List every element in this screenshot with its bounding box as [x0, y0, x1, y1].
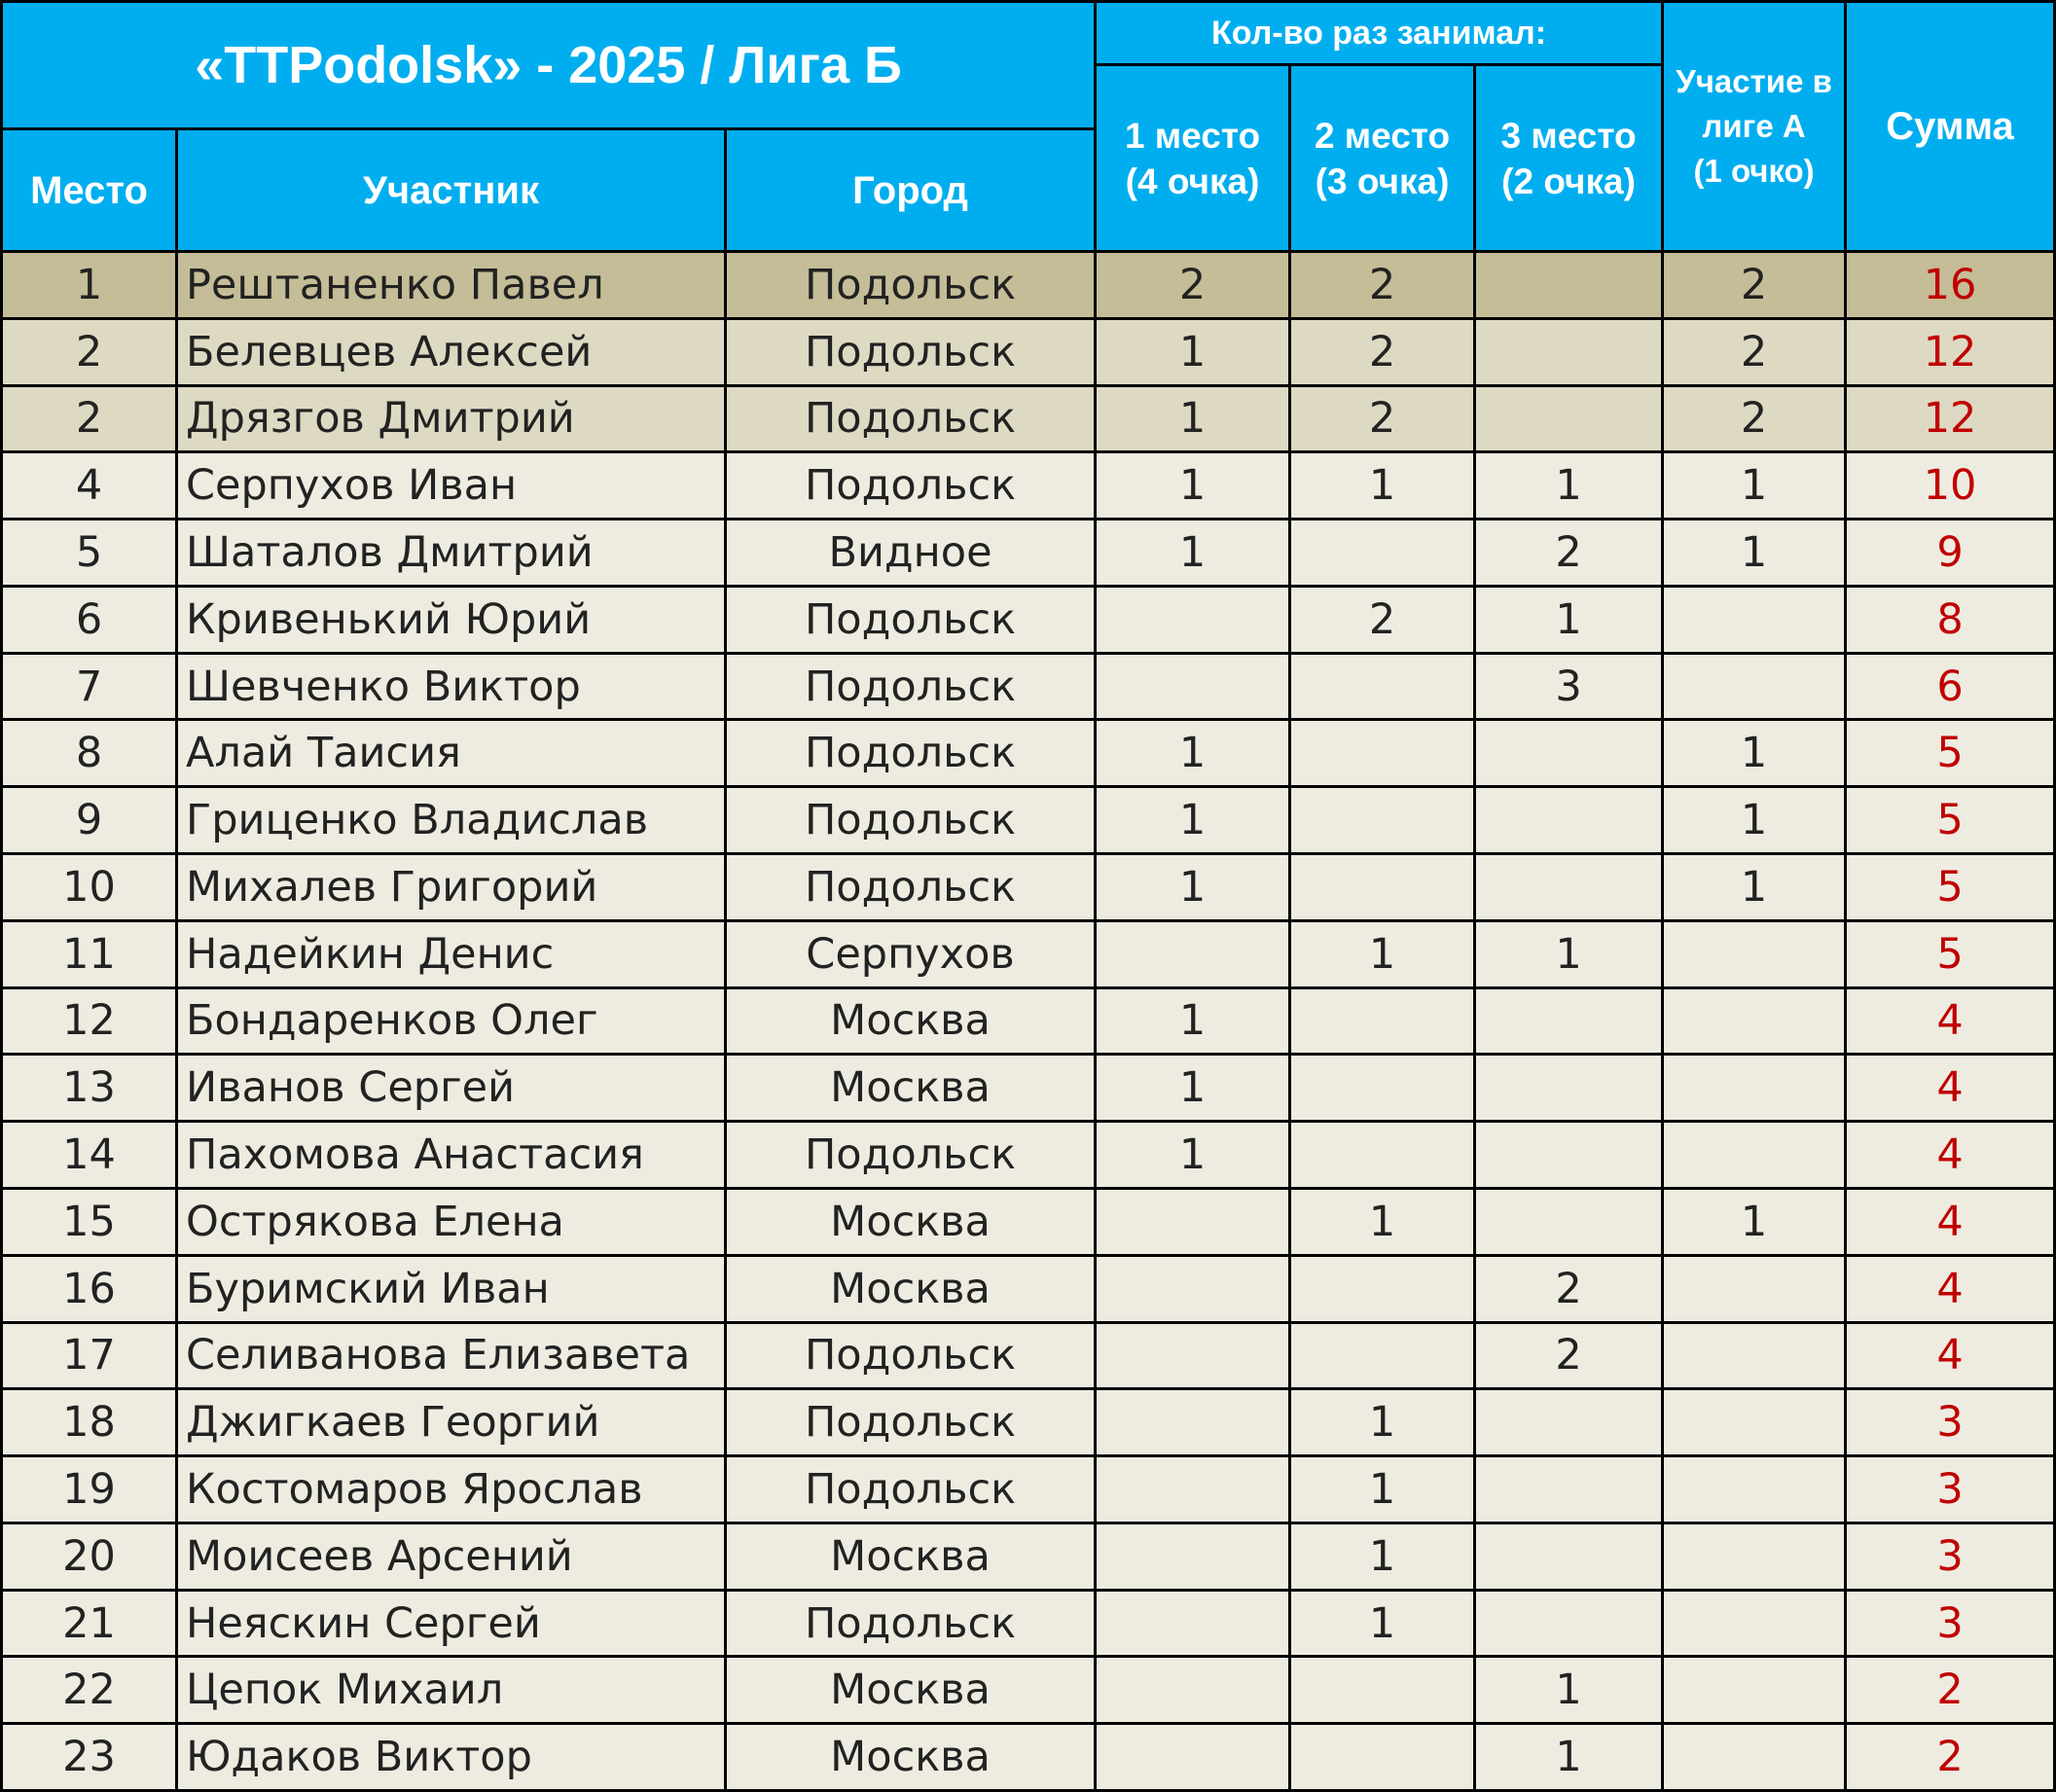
city-cell: Москва [726, 1657, 1096, 1724]
participant-name-cell: Михалев Григорий [177, 854, 726, 921]
third-place-header-line-2: (2 очка) [1501, 161, 1636, 201]
table-row [2, 1724, 2055, 1791]
third-place-count-cell: 3 [1475, 653, 1663, 720]
table-row [2, 1188, 2055, 1255]
city-cell: Подольск [726, 787, 1096, 854]
second-place-count-cell [1290, 854, 1475, 921]
city-cell: Подольск [726, 252, 1096, 319]
third-place-count-cell [1475, 1389, 1663, 1456]
total-points-cell: 12 [1846, 318, 2055, 385]
table-row [2, 1389, 2055, 1456]
second-place-header [1290, 65, 1475, 252]
league-a-count-cell [1663, 987, 1846, 1055]
third-place-count-cell: 1 [1475, 920, 1663, 987]
city-cell: Подольск [726, 1389, 1096, 1456]
first-place-count-cell: 1 [1096, 520, 1290, 587]
place-cell: 23 [2, 1724, 177, 1791]
table-row [2, 1322, 2055, 1389]
table-row [2, 385, 2055, 452]
first-place-count-cell: 1 [1096, 1122, 1290, 1189]
second-place-count-cell: 2 [1290, 385, 1475, 452]
first-place-count-cell [1096, 1724, 1290, 1791]
participant-name-cell: Алай Таисия [177, 720, 726, 787]
total-points-cell: 9 [1846, 520, 2055, 587]
third-place-count-cell: 1 [1475, 586, 1663, 653]
table-header [2, 2, 2055, 252]
total-points-cell: 10 [1846, 452, 2055, 520]
table-row [2, 1523, 2055, 1590]
third-place-header-line-1: 3 место [1500, 115, 1637, 156]
table-row [2, 987, 2055, 1055]
third-place-count-cell [1475, 987, 1663, 1055]
table-row [2, 1590, 2055, 1657]
first-place-count-cell [1096, 653, 1290, 720]
participant-name-cell: Джигкаев Георгий [177, 1389, 726, 1456]
participant-name-cell: Шевченко Виктор [177, 653, 726, 720]
first-place-count-cell: 1 [1096, 318, 1290, 385]
table-row [2, 1456, 2055, 1523]
table-body [2, 252, 2055, 1791]
league-a-count-cell [1663, 653, 1846, 720]
participant-name-cell: Шаталов Дмитрий [177, 520, 726, 587]
participant-name-cell: Юдаков Виктор [177, 1724, 726, 1791]
total-points-cell: 6 [1846, 653, 2055, 720]
first-place-count-cell [1096, 1255, 1290, 1322]
first-place-header [1096, 65, 1290, 252]
third-place-count-cell [1475, 385, 1663, 452]
participant-name-cell: Буримский Иван [177, 1255, 726, 1322]
place-cell: 8 [2, 720, 177, 787]
place-cell: 6 [2, 586, 177, 653]
third-place-count-cell [1475, 252, 1663, 319]
city-cell: Подольск [726, 1456, 1096, 1523]
league-a-count-cell: 1 [1663, 854, 1846, 921]
league-a-header-line-2: лиге А [1702, 108, 1806, 144]
league-a-count-cell: 2 [1663, 318, 1846, 385]
second-place-header-line-1: 2 место [1314, 115, 1451, 156]
city-cell: Подольск [726, 1590, 1096, 1657]
participant-name-cell: Серпухов Иван [177, 452, 726, 520]
total-points-cell: 12 [1846, 385, 2055, 452]
participant-name-cell: Иванов Сергей [177, 1055, 726, 1122]
first-place-count-cell: 1 [1096, 854, 1290, 921]
total-points-cell: 3 [1846, 1456, 2055, 1523]
city-cell: Серпухов [726, 920, 1096, 987]
first-place-count-cell: 2 [1096, 252, 1290, 319]
city-cell: Подольск [726, 385, 1096, 452]
first-place-count-cell [1096, 1456, 1290, 1523]
place-cell: 9 [2, 787, 177, 854]
league-a-count-cell [1663, 1657, 1846, 1724]
total-points-cell: 4 [1846, 1255, 2055, 1322]
place-cell: 15 [2, 1188, 177, 1255]
table-row [2, 318, 2055, 385]
second-place-count-cell [1290, 653, 1475, 720]
first-place-count-cell [1096, 1322, 1290, 1389]
second-place-count-cell: 2 [1290, 252, 1475, 319]
league-a-count-cell [1663, 920, 1846, 987]
table-row [2, 586, 2055, 653]
table-row [2, 1122, 2055, 1189]
total-points-cell: 3 [1846, 1523, 2055, 1590]
place-cell: 4 [2, 452, 177, 520]
city-cell: Подольск [726, 586, 1096, 653]
participant-name-cell: Моисеев Арсений [177, 1523, 726, 1590]
third-place-count-cell [1475, 1055, 1663, 1122]
place-cell: 14 [2, 1122, 177, 1189]
second-place-count-cell: 2 [1290, 586, 1475, 653]
city-cell: Москва [726, 1188, 1096, 1255]
league-a-header [1663, 2, 1846, 252]
second-place-count-cell [1290, 987, 1475, 1055]
league-a-count-cell: 2 [1663, 252, 1846, 319]
table-title: «TTPodolsk» - 2025 / Лига Б [2, 2, 1096, 129]
table-row [2, 920, 2055, 987]
second-place-count-cell [1290, 787, 1475, 854]
first-place-count-cell [1096, 1389, 1290, 1456]
league-a-count-cell [1663, 1322, 1846, 1389]
place-cell: 18 [2, 1389, 177, 1456]
league-a-count-cell [1663, 1389, 1846, 1456]
first-place-header-line-1: 1 место [1124, 115, 1261, 156]
table-row [2, 1657, 2055, 1724]
second-place-count-cell [1290, 1255, 1475, 1322]
participant-name-cell: Бондаренков Олег [177, 987, 726, 1055]
total-points-cell: 2 [1846, 1724, 2055, 1791]
city-cell: Москва [726, 1255, 1096, 1322]
participant-name-cell: Кривенький Юрий [177, 586, 726, 653]
place-cell: 11 [2, 920, 177, 987]
place-cell: 1 [2, 252, 177, 319]
league-a-count-cell: 1 [1663, 787, 1846, 854]
place-cell: 10 [2, 854, 177, 921]
place-cell: 7 [2, 653, 177, 720]
table-row [2, 1255, 2055, 1322]
place-cell: 12 [2, 987, 177, 1055]
participant-name-cell: Гриценко Владислав [177, 787, 726, 854]
league-a-count-cell: 1 [1663, 452, 1846, 520]
participant-header: Участник [177, 129, 726, 252]
first-place-count-cell [1096, 1188, 1290, 1255]
league-a-count-cell: 1 [1663, 720, 1846, 787]
third-place-count-cell [1475, 1188, 1663, 1255]
total-points-cell: 4 [1846, 1188, 2055, 1255]
league-a-header-line-1: Участие в [1676, 63, 1832, 99]
city-cell: Подольск [726, 653, 1096, 720]
league-a-count-cell [1663, 586, 1846, 653]
total-points-cell: 5 [1846, 920, 2055, 987]
league-a-count-cell [1663, 1590, 1846, 1657]
total-points-cell: 16 [1846, 252, 2055, 319]
third-place-count-cell [1475, 720, 1663, 787]
third-place-count-cell: 1 [1475, 1657, 1663, 1724]
place-cell: 2 [2, 385, 177, 452]
city-cell: Подольск [726, 452, 1096, 520]
first-place-count-cell [1096, 1523, 1290, 1590]
table-row [2, 520, 2055, 587]
city-cell: Москва [726, 1523, 1096, 1590]
city-cell: Подольск [726, 1122, 1096, 1189]
table-row [2, 252, 2055, 319]
second-place-count-cell: 1 [1290, 452, 1475, 520]
place-cell: 19 [2, 1456, 177, 1523]
participant-name-cell: Неяскин Сергей [177, 1590, 726, 1657]
city-cell: Москва [726, 987, 1096, 1055]
total-points-cell: 2 [1846, 1657, 2055, 1724]
place-cell: 16 [2, 1255, 177, 1322]
league-a-count-cell [1663, 1523, 1846, 1590]
participant-name-cell: Острякова Елена [177, 1188, 726, 1255]
league-a-count-cell: 2 [1663, 385, 1846, 452]
first-place-count-cell: 1 [1096, 452, 1290, 520]
second-place-count-cell: 2 [1290, 318, 1475, 385]
first-place-count-cell: 1 [1096, 1055, 1290, 1122]
second-place-count-cell [1290, 720, 1475, 787]
league-a-count-cell [1663, 1456, 1846, 1523]
place-cell: 5 [2, 520, 177, 587]
league-a-count-cell [1663, 1724, 1846, 1791]
first-place-count-cell [1096, 586, 1290, 653]
table-row [2, 653, 2055, 720]
total-points-cell: 3 [1846, 1389, 2055, 1456]
table-row [2, 720, 2055, 787]
third-place-count-cell [1475, 318, 1663, 385]
participant-name-cell: Селиванова Елизавета [177, 1322, 726, 1389]
total-points-cell: 4 [1846, 1122, 2055, 1189]
second-place-count-cell: 1 [1290, 920, 1475, 987]
place-header: Место [2, 129, 177, 252]
total-points-cell: 5 [1846, 854, 2055, 921]
participant-name-cell: Белевцев Алексей [177, 318, 726, 385]
league-a-count-cell [1663, 1055, 1846, 1122]
city-cell: Подольск [726, 854, 1096, 921]
third-place-count-cell [1475, 1523, 1663, 1590]
table-row [2, 787, 2055, 854]
second-place-count-cell [1290, 1724, 1475, 1791]
second-place-count-cell [1290, 1122, 1475, 1189]
table-row [2, 1055, 2055, 1122]
second-place-count-cell [1290, 1055, 1475, 1122]
city-cell: Москва [726, 1055, 1096, 1122]
participant-name-cell: Дрязгов Дмитрий [177, 385, 726, 452]
participant-name-cell: Костомаров Ярослав [177, 1456, 726, 1523]
third-place-count-cell: 2 [1475, 520, 1663, 587]
total-points-cell: 4 [1846, 1322, 2055, 1389]
league-a-count-cell [1663, 1122, 1846, 1189]
league-a-count-cell [1663, 1255, 1846, 1322]
place-cell: 22 [2, 1657, 177, 1724]
city-cell: Подольск [726, 720, 1096, 787]
third-place-count-cell: 2 [1475, 1322, 1663, 1389]
city-cell: Подольск [726, 1322, 1096, 1389]
total-points-cell: 5 [1846, 720, 2055, 787]
participant-name-cell: Цепок Михаил [177, 1657, 726, 1724]
total-points-cell: 3 [1846, 1590, 2055, 1657]
city-cell: Подольск [726, 318, 1096, 385]
place-cell: 17 [2, 1322, 177, 1389]
total-points-cell: 8 [1846, 586, 2055, 653]
second-place-count-cell [1290, 1657, 1475, 1724]
total-points-cell: 5 [1846, 787, 2055, 854]
league-a-count-cell: 1 [1663, 1188, 1846, 1255]
third-place-count-cell [1475, 1590, 1663, 1657]
city-cell: Москва [726, 1724, 1096, 1791]
place-cell: 21 [2, 1590, 177, 1657]
second-place-count-cell: 1 [1290, 1456, 1475, 1523]
place-cell: 13 [2, 1055, 177, 1122]
second-place-header-line-2: (3 очка) [1315, 161, 1450, 201]
second-place-count-cell [1290, 1322, 1475, 1389]
third-place-count-cell: 2 [1475, 1255, 1663, 1322]
second-place-count-cell: 1 [1290, 1188, 1475, 1255]
city-header: Город [726, 129, 1096, 252]
league-a-header-line-3: (1 очко) [1693, 153, 1815, 189]
total-points-cell: 4 [1846, 987, 2055, 1055]
third-place-count-cell [1475, 1122, 1663, 1189]
participant-name-cell: Рештаненко Павел [177, 252, 726, 319]
second-place-count-cell: 1 [1290, 1590, 1475, 1657]
third-place-count-cell [1475, 787, 1663, 854]
third-place-count-cell: 1 [1475, 452, 1663, 520]
second-place-count-cell [1290, 520, 1475, 587]
table-row [2, 452, 2055, 520]
second-place-count-cell: 1 [1290, 1523, 1475, 1590]
first-place-count-cell [1096, 920, 1290, 987]
first-place-header-line-2: (4 очка) [1125, 161, 1260, 201]
league-a-count-cell: 1 [1663, 520, 1846, 587]
first-place-count-cell: 1 [1096, 385, 1290, 452]
first-place-count-cell: 1 [1096, 720, 1290, 787]
third-place-count-cell [1475, 854, 1663, 921]
sum-header: Сумма [1846, 2, 2055, 252]
place-cell: 20 [2, 1523, 177, 1590]
first-place-count-cell: 1 [1096, 787, 1290, 854]
third-place-header [1475, 65, 1663, 252]
places-group-header: Кол-во раз занимал: [1096, 2, 1663, 65]
first-place-count-cell: 1 [1096, 987, 1290, 1055]
first-place-count-cell [1096, 1657, 1290, 1724]
table-row [2, 854, 2055, 921]
participant-name-cell: Надейкин Денис [177, 920, 726, 987]
total-points-cell: 4 [1846, 1055, 2055, 1122]
second-place-count-cell: 1 [1290, 1389, 1475, 1456]
city-cell: Видное [726, 520, 1096, 587]
first-place-count-cell [1096, 1590, 1290, 1657]
place-cell: 2 [2, 318, 177, 385]
third-place-count-cell: 1 [1475, 1724, 1663, 1791]
third-place-count-cell [1475, 1456, 1663, 1523]
participant-name-cell: Пахомова Анастасия [177, 1122, 726, 1189]
